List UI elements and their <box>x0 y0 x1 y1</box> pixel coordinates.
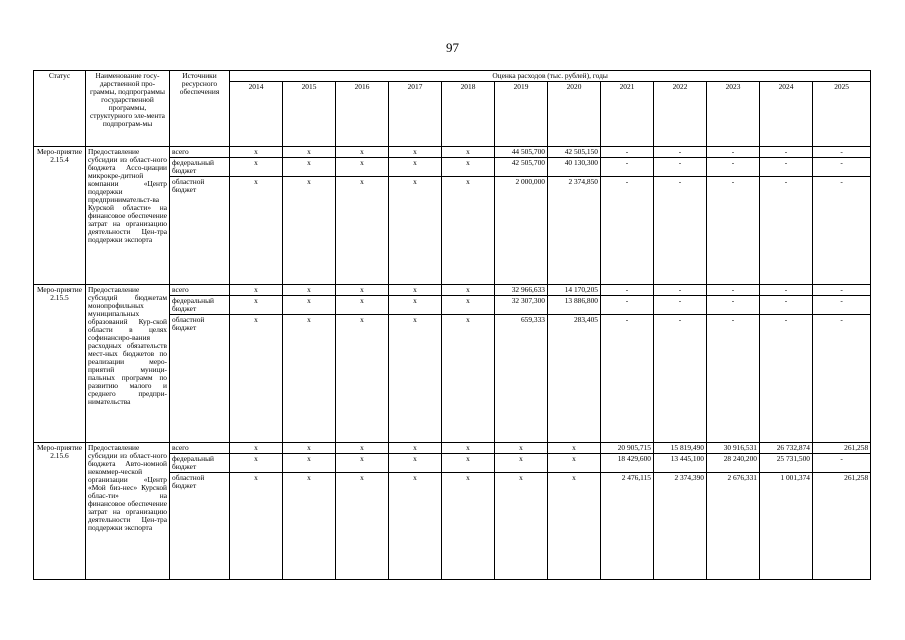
value-cell: x <box>283 314 336 442</box>
value-cell: x <box>389 442 442 453</box>
value-cell: x <box>230 442 283 453</box>
value-cell: 283,405 <box>548 314 601 442</box>
value-cell: x <box>230 157 283 176</box>
value-cell: - <box>654 284 707 295</box>
header-status: Статус <box>34 71 86 147</box>
funding-source: всего <box>170 146 230 157</box>
value-cell: 2 000,000 <box>495 176 548 284</box>
value-cell: x <box>495 453 548 472</box>
value-cell: 2 374,390 <box>654 472 707 579</box>
value-cell: x <box>336 146 389 157</box>
value-cell: x <box>336 442 389 453</box>
value-cell: x <box>336 284 389 295</box>
value-cell: - <box>601 284 654 295</box>
measure-status: Меро-приятие 2.15.5 <box>34 284 86 442</box>
value-cell: - <box>654 157 707 176</box>
value-cell: x <box>548 472 601 579</box>
value-cell: x <box>389 146 442 157</box>
funding-source: всего <box>170 284 230 295</box>
value-cell: x <box>389 157 442 176</box>
measure-name: Предоставление субсидий бюджетам монопрофильных муниципальных образований Кур-ской области в целях софинансиро-вания расходных обязательств мест-ных бюджетов по реализации меро-приятий муници-пальных программ по развитию малого и среднего предпри-нимательства <box>86 284 170 442</box>
header-year: 2017 <box>389 81 442 146</box>
header-sources: Источники ресурсного обеспечения <box>170 71 230 147</box>
header-year: 2024 <box>760 81 813 146</box>
value-cell: 18 429,600 <box>601 453 654 472</box>
value-cell: x <box>389 314 442 442</box>
value-cell: x <box>389 295 442 314</box>
value-cell: 40 130,300 <box>548 157 601 176</box>
value-cell: - <box>760 146 813 157</box>
value-cell: - <box>707 146 760 157</box>
value-cell: - <box>760 314 813 442</box>
value-cell: - <box>707 176 760 284</box>
value-cell: x <box>442 146 495 157</box>
value-cell: x <box>283 472 336 579</box>
table-body <box>34 146 871 579</box>
measure-name: Предоставление субсидии из област-ного бюджета Авто-номной некоммер-ческой организации «Центр «Мой биз-нес» Курской облас-ти» на финансовое обеспечение затрат на организацию деятельности Цен-тра поддержки экспорта <box>86 442 170 579</box>
header-year: 2019 <box>495 81 548 146</box>
value-cell: 13 886,800 <box>548 295 601 314</box>
value-cell: - <box>654 146 707 157</box>
value-cell: x <box>442 472 495 579</box>
value-cell: - <box>654 295 707 314</box>
value-cell: x <box>230 314 283 442</box>
value-cell: x <box>389 284 442 295</box>
value-cell: - <box>760 157 813 176</box>
value-cell: - <box>813 284 871 295</box>
value-cell: x <box>336 472 389 579</box>
value-cell: 659,333 <box>495 314 548 442</box>
value-cell: 42 505,150 <box>548 146 601 157</box>
value-cell: - <box>654 176 707 284</box>
value-cell: x <box>230 453 283 472</box>
value-cell: 26 732,874 <box>760 442 813 453</box>
value-cell: x <box>389 453 442 472</box>
measure-name: Предоставление субсидии из област-ного бюджета Ассо-циации микрокре-дитной компании «Центр поддержки предпринимательст-ва Курской области» на финансовое обеспечение затрат на организацию деятельности Цен-тра поддержки экспорта <box>86 146 170 284</box>
value-cell: - <box>813 157 871 176</box>
value-cell: x <box>389 176 442 284</box>
value-cell: - <box>707 295 760 314</box>
header-year: 2015 <box>283 81 336 146</box>
value-cell: 32 966,633 <box>495 284 548 295</box>
value-cell: x <box>336 295 389 314</box>
value-cell: x <box>336 314 389 442</box>
funding-source: областной бюджет <box>170 176 230 284</box>
value-cell: x <box>283 157 336 176</box>
value-cell: x <box>548 453 601 472</box>
value-cell: - <box>707 314 760 442</box>
value-cell: - <box>707 284 760 295</box>
funding-source: областной бюджет <box>170 314 230 442</box>
value-cell: x <box>283 453 336 472</box>
header-estimate: Оценка расходов (тыс. рублей), годы <box>230 71 871 82</box>
value-cell: 2 676,331 <box>707 472 760 579</box>
header-year: 2018 <box>442 81 495 146</box>
value-cell: - <box>813 453 871 472</box>
header-year: 2025 <box>813 81 871 146</box>
value-cell: 15 819,490 <box>654 442 707 453</box>
value-cell: - <box>601 176 654 284</box>
value-cell: 14 170,205 <box>548 284 601 295</box>
value-cell: 20 905,715 <box>601 442 654 453</box>
value-cell: - <box>760 295 813 314</box>
value-cell: x <box>283 442 336 453</box>
value-cell: 2 476,115 <box>601 472 654 579</box>
value-cell: x <box>442 314 495 442</box>
value-cell: 25 731,500 <box>760 453 813 472</box>
value-cell: x <box>442 284 495 295</box>
value-cell: 42 505,700 <box>495 157 548 176</box>
value-cell: x <box>442 157 495 176</box>
value-cell: x <box>495 442 548 453</box>
funding-source: областной бюджет <box>170 472 230 579</box>
funding-source: всего <box>170 442 230 453</box>
value-cell: 1 001,374 <box>760 472 813 579</box>
value-cell: x <box>336 157 389 176</box>
value-cell: x <box>442 295 495 314</box>
value-cell: x <box>442 453 495 472</box>
value-cell: 32 307,300 <box>495 295 548 314</box>
value-cell: x <box>283 295 336 314</box>
table-row <box>34 284 871 295</box>
measure-status: Меро-приятие 2.15.6 <box>34 442 86 579</box>
value-cell: 2 374,850 <box>548 176 601 284</box>
value-cell: - <box>601 157 654 176</box>
value-cell: x <box>336 453 389 472</box>
table-row <box>34 442 871 453</box>
value-cell: 28 240,200 <box>707 453 760 472</box>
value-cell: x <box>230 176 283 284</box>
value-cell: - <box>707 157 760 176</box>
table-row <box>34 146 871 157</box>
funding-source: федеральный бюджет <box>170 295 230 314</box>
value-cell: 261,258 <box>813 442 871 453</box>
value-cell: x <box>230 284 283 295</box>
value-cell: x <box>442 442 495 453</box>
value-cell: x <box>389 472 442 579</box>
value-cell: 13 445,100 <box>654 453 707 472</box>
header-year: 2022 <box>654 81 707 146</box>
funding-source: федеральный бюджет <box>170 157 230 176</box>
page-number: 97 <box>446 40 459 55</box>
value-cell: x <box>548 442 601 453</box>
header-year: 2016 <box>336 81 389 146</box>
value-cell: 44 505,700 <box>495 146 548 157</box>
value-cell: 30 916,531 <box>707 442 760 453</box>
value-cell: x <box>442 176 495 284</box>
value-cell: x <box>336 176 389 284</box>
budget-table <box>33 70 871 580</box>
value-cell: x <box>230 472 283 579</box>
value-cell: - <box>601 146 654 157</box>
value-cell: x <box>283 284 336 295</box>
value-cell: - <box>654 314 707 442</box>
funding-source: федеральный бюджет <box>170 453 230 472</box>
value-cell: x <box>283 176 336 284</box>
value-cell: x <box>283 146 336 157</box>
value-cell: x <box>230 146 283 157</box>
value-cell: - <box>813 314 871 442</box>
header-year: 2023 <box>707 81 760 146</box>
value-cell: - <box>813 295 871 314</box>
value-cell: - <box>813 146 871 157</box>
value-cell: x <box>495 472 548 579</box>
value-cell: - <box>813 176 871 284</box>
value-cell: - <box>601 295 654 314</box>
value-cell: - <box>760 284 813 295</box>
header-year: 2020 <box>548 81 601 146</box>
header-year: 2014 <box>230 81 283 146</box>
measure-status: Меро-приятие 2.15.4 <box>34 146 86 284</box>
value-cell: 261,258 <box>813 472 871 579</box>
value-cell: - <box>601 314 654 442</box>
value-cell: - <box>760 176 813 284</box>
header-year: 2021 <box>601 81 654 146</box>
value-cell: x <box>230 295 283 314</box>
header-name: Наименование госу-дарственной про-граммы, подпрограммы государственной программы, структурного эле-мента подпрограм-мы <box>86 71 170 147</box>
